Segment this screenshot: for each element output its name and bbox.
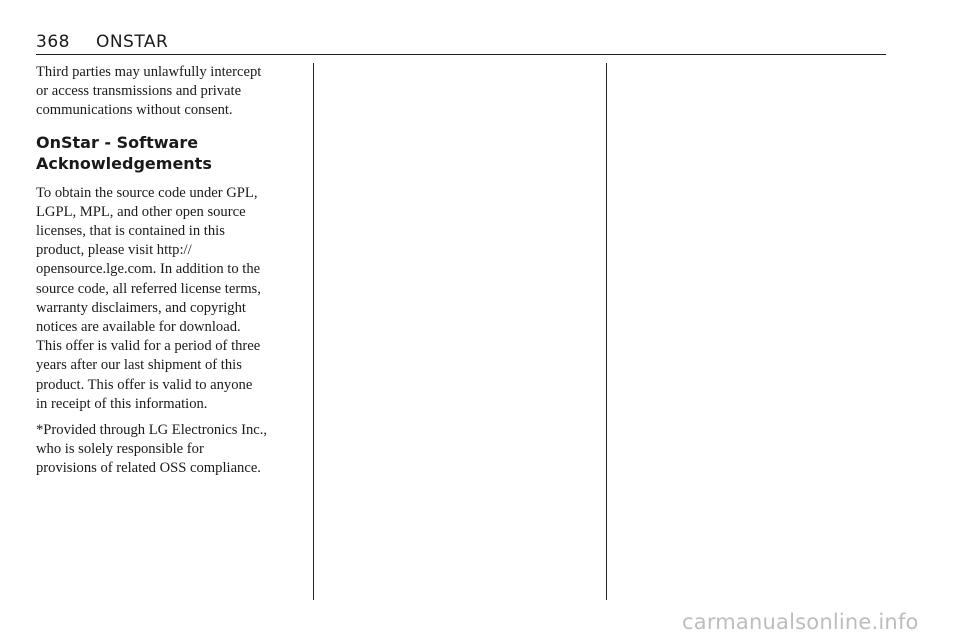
section-heading: OnStar - Software Acknowledgements [36,132,212,173]
page-header [36,30,886,55]
column-divider-2 [606,63,607,600]
source-code-paragraph: To obtain the source code under GPL, LGPL, MPL, and other open source licenses, that is contained in this product, please visit http:// opensource.lge.com. In addition to the source code, all referred license terms, warranty disclaimers, and copyright notices are available for download. This offer is valid for a period of three years after our last shipment of this product. This offer is valid to anyone in receipt of this information. [36,184,261,412]
intro-paragraph: Third parties may unlawfully intercept or access transmissions and private communications without consent. [36,64,262,119]
column-divider-1 [313,63,314,600]
provider-paragraph: *Provided through LG Electronics Inc., who is solely responsible for provisions of related OSS compliance. [36,422,268,477]
text-column-1 [36,63,304,486]
watermark: carmanualsonline.info [682,610,919,634]
section-title: ONSTAR [95,32,169,52]
page-number: 368 [36,32,70,52]
